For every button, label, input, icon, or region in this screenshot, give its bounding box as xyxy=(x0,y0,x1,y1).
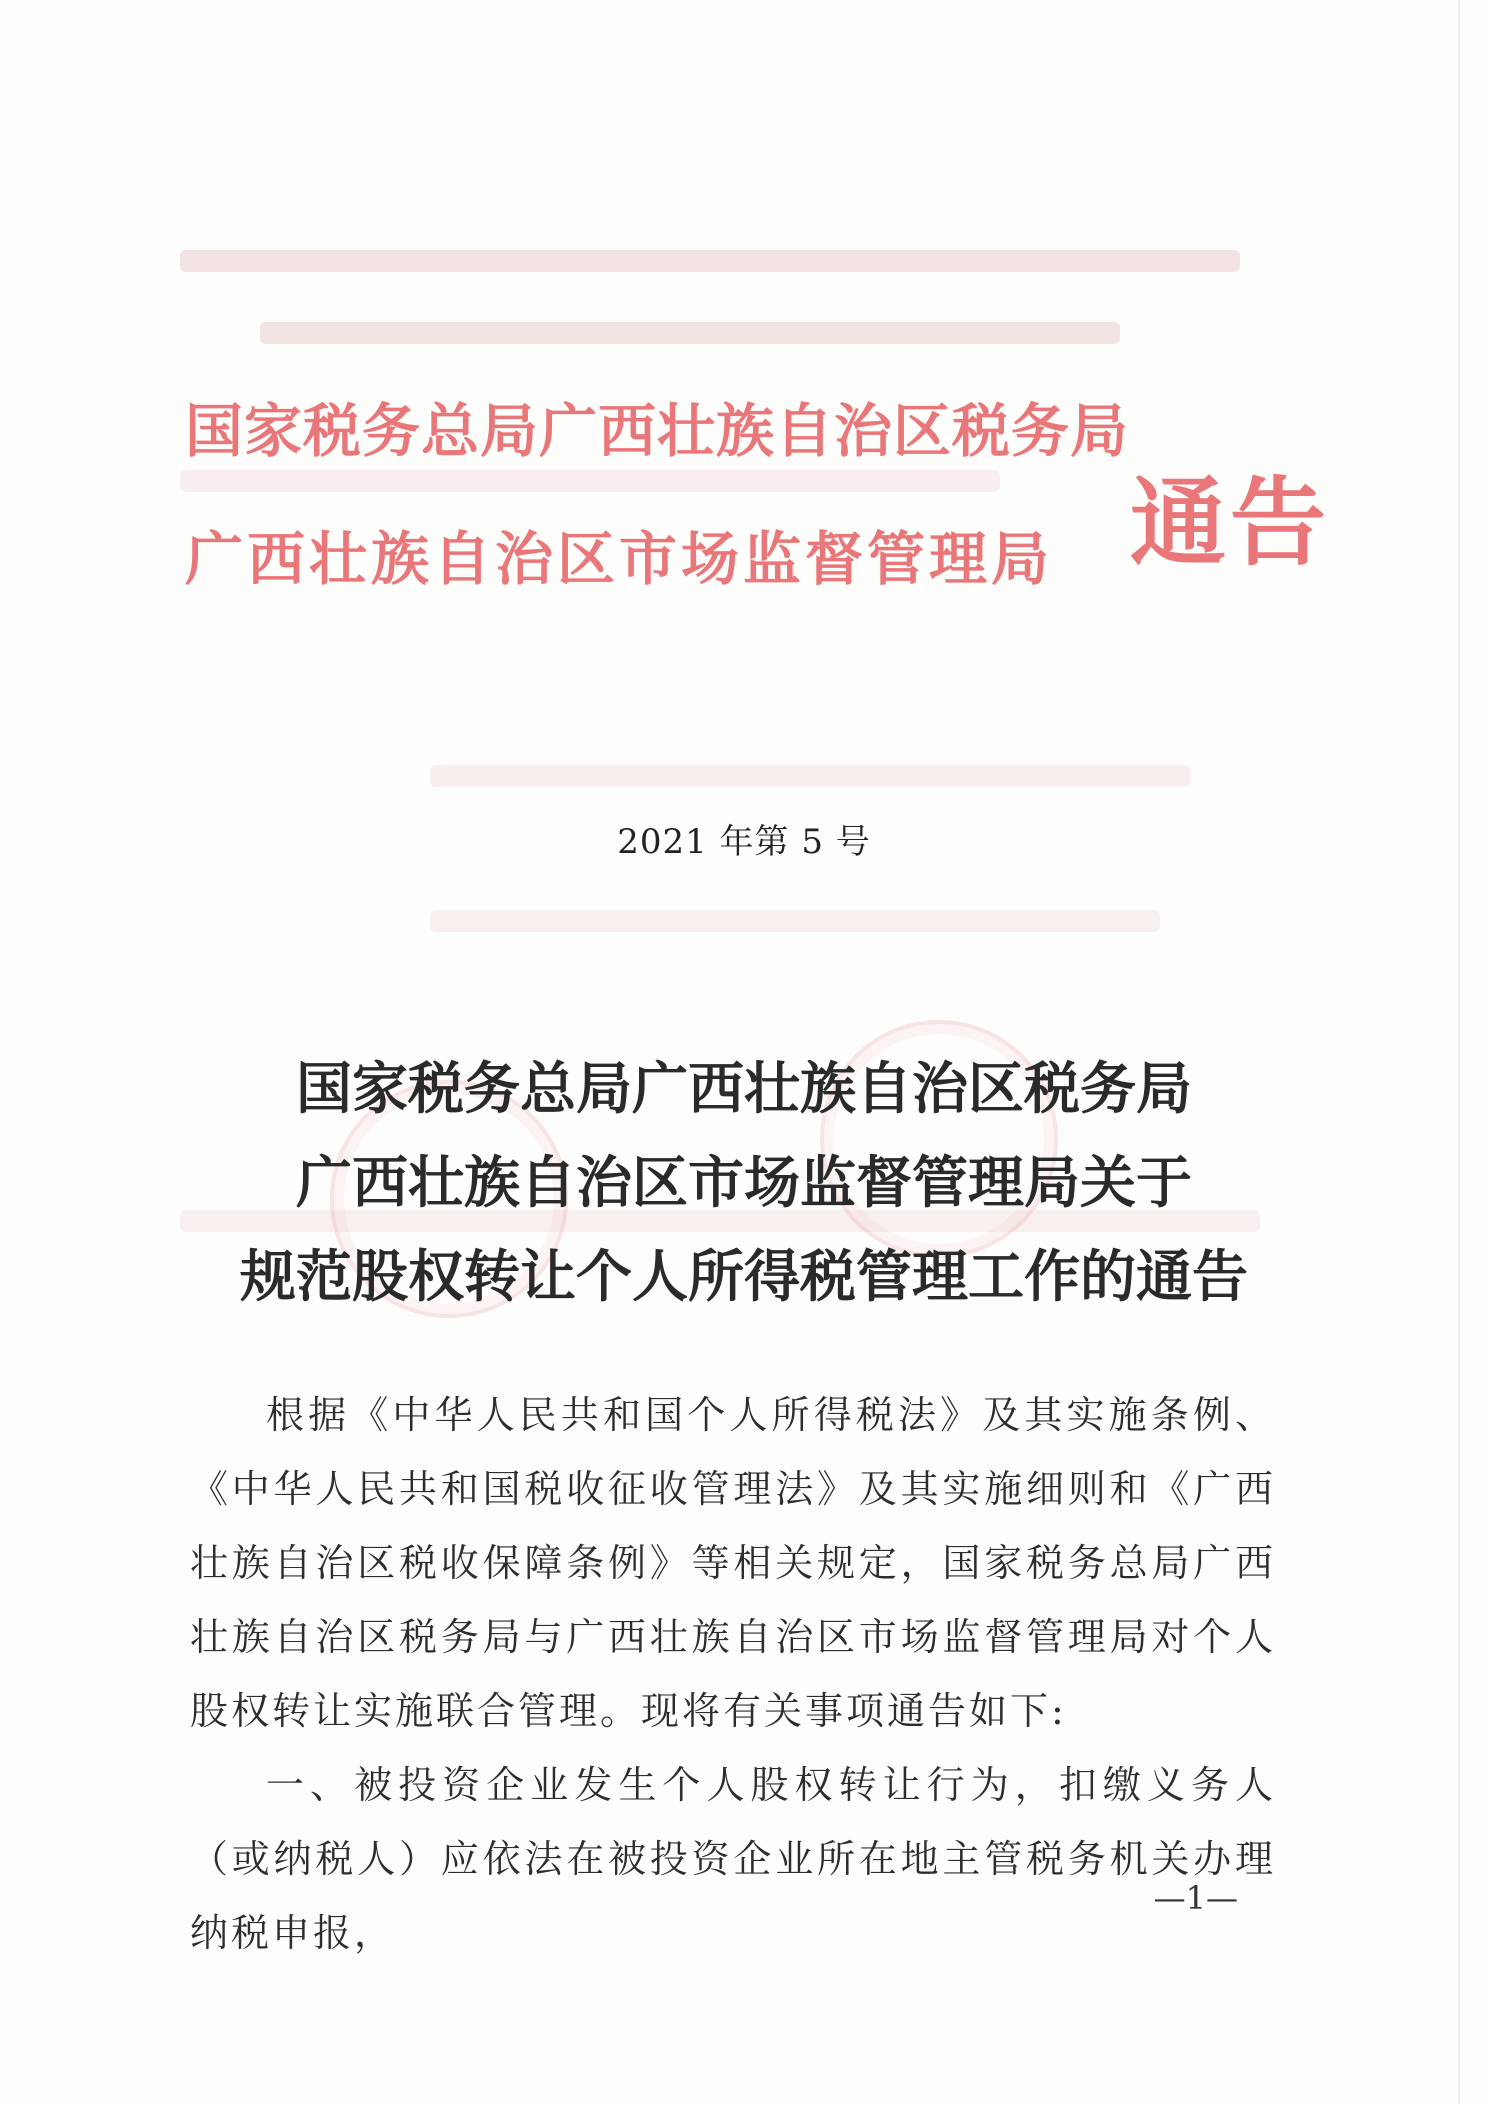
bleed-through-mark xyxy=(430,765,1190,787)
document-title xyxy=(0,1042,1488,1324)
masthead-agency-1: 国家税务总局广西壮族自治区税务局 xyxy=(185,397,1130,465)
title-line-3: 规范股权转让个人所得税管理工作的通告 xyxy=(240,1244,1248,1310)
bleed-through-mark xyxy=(180,250,1240,272)
scan-edge xyxy=(1458,0,1460,2104)
body-paragraph: 一、被投资企业发生个人股权转让行为，扣缴义务人（或纳税人）应依法在被投资企业所在地主管税务机关办理纳税申报， xyxy=(190,1763,1276,1955)
body-paragraph: 根据《中华人民共和国个人所得税法》及其实施条例、《中华人民共和国税收征收管理法》及其实施细则和《广西壮族自治区税收保障条例》等相关规定，国家税务总局广西壮族自治区税务局与广西壮族自治区市场监督管理局对个人股权转让实施联合管理。现将有关事项通告如下: xyxy=(190,1393,1276,1733)
document-body xyxy=(190,1378,1276,1970)
title-line-2: 广西壮族自治区市场监督管理局关于 xyxy=(296,1150,1192,1216)
title-line-1: 国家税务总局广西壮族自治区税务局 xyxy=(296,1056,1192,1122)
masthead-agency-2: 广西壮族自治区市场监督管理局 xyxy=(185,525,1054,593)
document-number: 2021 年第 5 号 xyxy=(617,822,871,862)
bleed-through-mark xyxy=(430,910,1160,932)
masthead-doc-type: 通告 xyxy=(1130,466,1330,579)
page-number: —1— xyxy=(1153,1879,1238,1917)
bleed-through-mark xyxy=(260,322,1120,344)
masthead-agencies xyxy=(185,395,1130,595)
